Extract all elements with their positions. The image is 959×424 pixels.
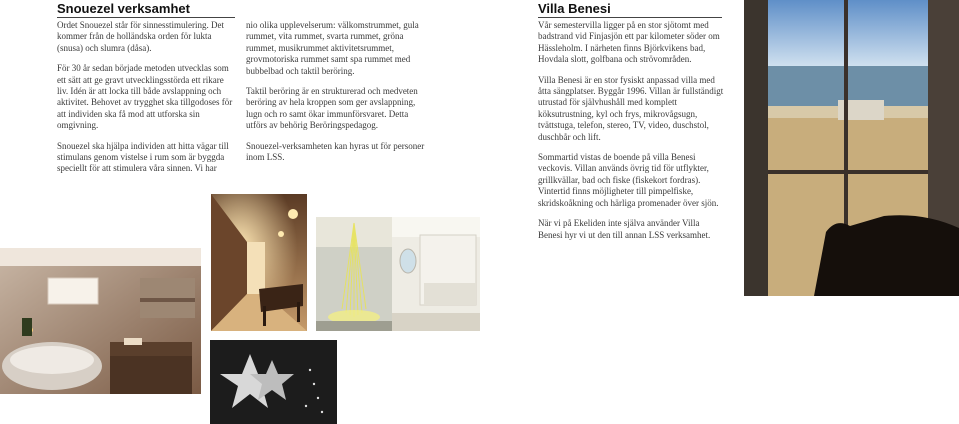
snouezel-heading-rule [57,17,235,18]
corridor-bench-photo [211,194,307,331]
lake-window-photo [744,0,959,296]
paragraph: Villa Benesi är en stor fysiskt anpassad villa med åtta sängplatser. Byggår 1996. Villan är fullständigt utrustad för självhushåll med komplett köksutrustning, kyl och frys, mikrovågsugn, tvättstuga, telefon, stereo, TV, video, duschstol, duschbår och lift. [538,74,724,142]
villa-benesi-heading: Villa Benesi [538,1,611,16]
snouezel-text-column-2 [246,20,426,172]
villa-benesi-text [538,20,724,250]
paragraph: Ordet Snouezel står för sinnesstimulering. Det kommer från de holländska orden för lukta (snusa) och slumra (dåsa). [57,20,224,53]
paragraph: Snouezel ska hjälpa individen att hitta vägar till stimulans genom vistelse i rum som är byggda speciellt för att stimulera våra sinnen. Vi har [57,140,229,174]
white-room-photo [392,217,480,331]
paragraph: Taktil beröring är en strukturerad och medveten beröring av hela kroppen som ger avslappning, lugn och ro samt ökar immunförsvaret. Detta utförs av behörig Beröringspedagog. [246,86,418,131]
paragraph: När vi på Ekeliden inte själva använder Villa Benesi hyr vi ut den till annan LSS verksamhet. [538,218,711,240]
paragraph: Sommartid vistas de boende på villa Benesi veckovis. Villan används övrig tid för utflykter, grillkvällar, bad och fiske (fiskekort fordras). Vintertid finns möjligheter till pimpelfiske, skridskoåkning och härliga promenader över sjön. [538,152,719,208]
villa-benesi-heading-rule [538,17,722,18]
paragraph: För 30 år sedan började metoden utvecklas som ett sätt att ge gravt utvecklingsstörda ett rikare liv. Idén är att locka till både avslappning och aktivitet. Behovet av trygghet ska tillgodoses för att individen ska få mod att utforska sin omgivning. [57,63,233,131]
star-cushions-photo [210,340,337,424]
paragraph: nio olika upplevelserum: välkomstrummet, gula rummet, vita rummet, svarta rummet, gröna rummet, musikrummet aktivitetsrummet, grovmotoriska rummet samt spa rummet med bubbelbad och taktil beröring. [246,20,419,76]
snouezel-text-column-1 [57,20,237,184]
spa-room-photo [0,248,201,394]
paragraph: Snouezel-verksamheten kan hyras ut för personer inom LSS. [246,140,425,163]
snouezel-heading: Snouezel verksamhet [57,1,190,16]
fiber-optic-room-photo [316,217,392,331]
paragraph: Vår semestervilla ligger på en stor sjötomt med badstrand vid Finjasjön ett par kilometer söder om Hässleholm. I närheten finns Björkvikens bad, Hovdala slott, golfbana och strövområden. [538,20,720,65]
